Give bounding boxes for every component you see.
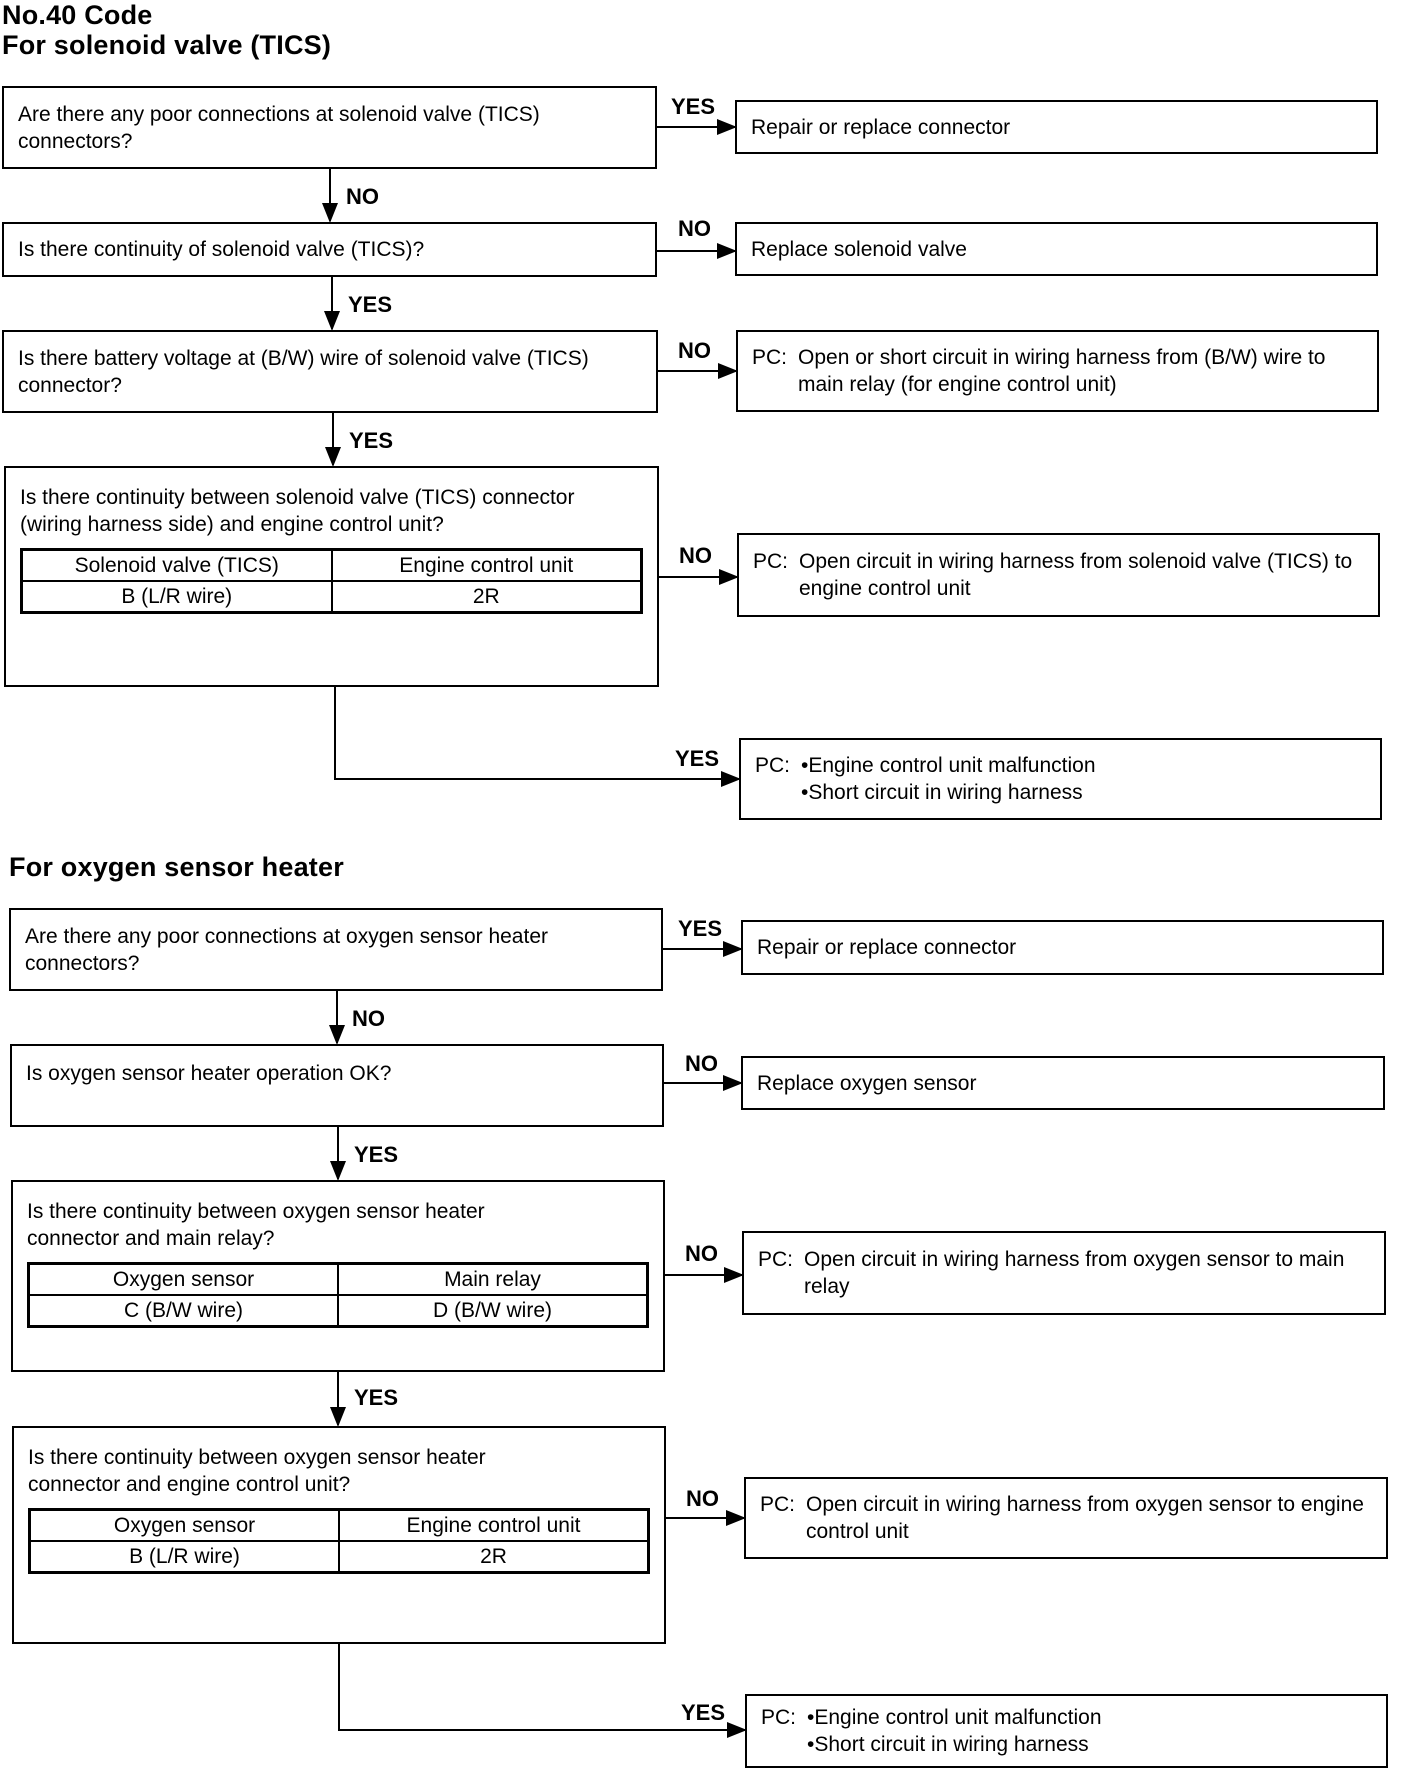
table-cell: 2R — [339, 1541, 649, 1573]
table-cell: D (B/W wire) — [338, 1295, 648, 1327]
connection-table — [28, 1508, 650, 1574]
yes-label: YES — [348, 292, 393, 317]
yes-label: YES — [681, 1700, 726, 1725]
no-label: NO — [679, 543, 712, 568]
no-label: NO — [685, 1241, 718, 1266]
no-label: NO — [346, 184, 379, 209]
pc-bullet: •Short circuit in wiring harness — [801, 781, 1083, 804]
question-box-heater-operation: Is oxygen sensor heater operation OK? — [10, 1044, 664, 1127]
table-header: Solenoid valve (TICS) — [22, 550, 332, 582]
pc-prefix: PC: — [755, 754, 791, 777]
table-header: Engine control unit — [332, 550, 642, 582]
question-text: Is there continuity between oxygen sensor heater connector and engine control unit? — [28, 1446, 486, 1496]
table-cell: C (B/W wire) — [29, 1295, 339, 1327]
table-header: Oxygen sensor — [30, 1510, 340, 1542]
result-repair-connector: Repair or replace connector — [735, 100, 1378, 154]
result-pc-ecu-malfunction — [739, 738, 1382, 820]
pc-text: Open circuit in wiring harness from oxygen sensor to main relay — [804, 1248, 1345, 1298]
pc-text: Open circuit in wiring harness from oxygen sensor to engine control unit — [806, 1493, 1364, 1543]
section-heading-oxygen: For oxygen sensor heater — [9, 852, 344, 882]
pc-prefix: PC: — [753, 550, 789, 573]
yes-label: YES — [675, 746, 720, 771]
result-pc-o2-ecu — [744, 1477, 1388, 1559]
table-cell: B (L/R wire) — [30, 1541, 340, 1573]
connection-table — [27, 1262, 649, 1328]
question-box-continuity: Is there continuity of solenoid valve (TICS)? — [2, 222, 657, 277]
pc-bullet: •Engine control unit malfunction — [801, 754, 1096, 777]
question-box-battery-voltage: Is there battery voltage at (B/W) wire of solenoid valve (TICS) connector? — [2, 330, 658, 413]
pc-prefix: PC: — [760, 1493, 796, 1516]
table-cell: B (L/R wire) — [22, 581, 332, 613]
result-pc-o2-main-relay — [742, 1231, 1386, 1315]
no-label: NO — [678, 216, 711, 241]
no-label: NO — [685, 1051, 718, 1076]
question-text: Is there continuity between oxygen sensor heater connector and main relay? — [27, 1200, 485, 1250]
no-label: NO — [686, 1486, 719, 1511]
page-title: No.40 Code — [2, 0, 153, 30]
yes-label: YES — [671, 94, 716, 119]
pc-text: Open or short circuit in wiring harness from (B/W) wire to main relay (for engine control unit) — [798, 346, 1326, 396]
table-cell: 2R — [332, 581, 642, 613]
result-pc-bw-wire — [736, 330, 1379, 412]
question-box-continuity-ecu — [4, 466, 659, 687]
question-box-continuity-o2-ecu — [12, 1426, 666, 1644]
no-label: NO — [352, 1006, 385, 1031]
pc-prefix: PC: — [758, 1248, 794, 1271]
table-header: Engine control unit — [339, 1510, 649, 1542]
pc-prefix: PC: — [752, 346, 788, 369]
yes-label: YES — [349, 428, 394, 453]
yes-label: YES — [678, 916, 723, 941]
question-box-continuity-main-relay — [11, 1180, 665, 1372]
result-pc-ecu-malfunction-o2 — [745, 1694, 1388, 1768]
pc-bullet: •Short circuit in wiring harness — [807, 1733, 1089, 1756]
question-text: Is there continuity between solenoid valve (TICS) connector (wiring harness side) and engine control unit? — [20, 486, 575, 536]
pc-text: Open circuit in wiring harness from solenoid valve (TICS) to engine control unit — [799, 550, 1353, 600]
yes-label: YES — [354, 1385, 399, 1410]
yes-label: YES — [354, 1142, 399, 1167]
table-header: Main relay — [338, 1264, 648, 1296]
question-box-poor-connections-o2: Are there any poor connections at oxygen sensor heater connectors? — [9, 908, 663, 991]
table-header: Oxygen sensor — [29, 1264, 339, 1296]
section-heading-solenoid: For solenoid valve (TICS) — [2, 30, 332, 60]
pc-prefix: PC: — [761, 1706, 797, 1729]
result-replace-solenoid: Replace solenoid valve — [735, 222, 1378, 276]
connection-table — [20, 548, 643, 614]
result-replace-oxygen-sensor: Replace oxygen sensor — [741, 1056, 1385, 1110]
pc-bullet: •Engine control unit malfunction — [807, 1706, 1102, 1729]
no-label: NO — [678, 338, 711, 363]
question-box-poor-connections: Are there any poor connections at solenoid valve (TICS) connectors? — [2, 86, 657, 169]
result-repair-connector-o2: Repair or replace connector — [741, 920, 1384, 975]
result-pc-solenoid-ecu — [737, 533, 1380, 617]
